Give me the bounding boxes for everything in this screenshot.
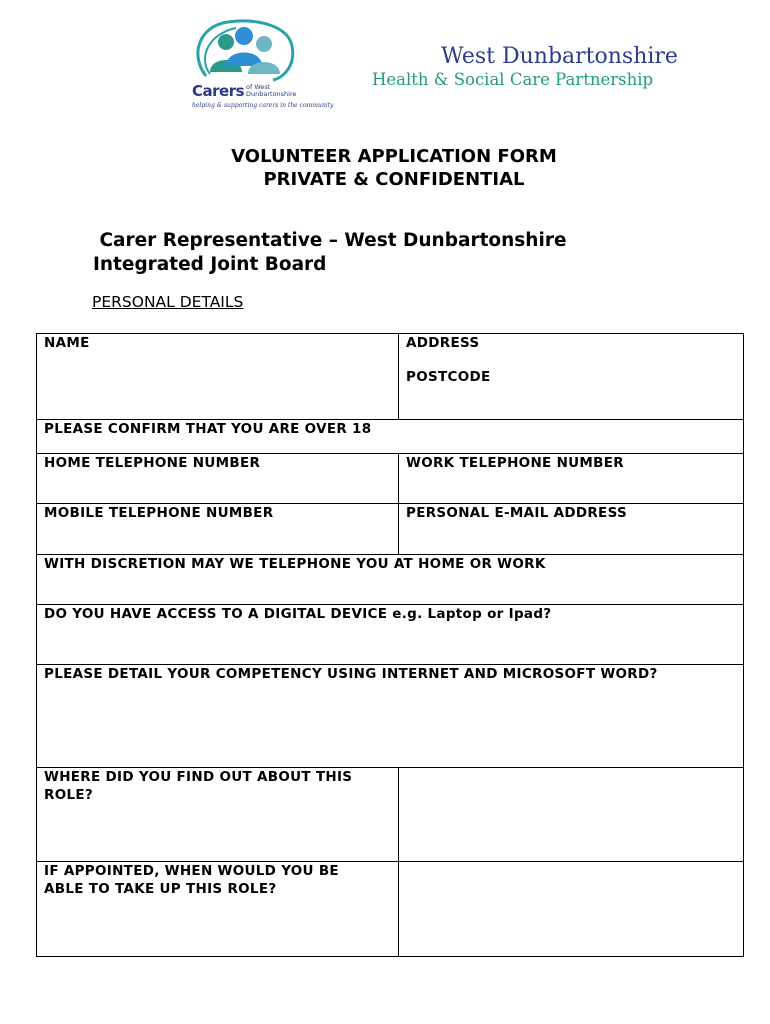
competency-label: PLEASE DETAIL YOUR COMPETENCY USING INTERNET AND MICROSOFT WORD? (44, 666, 658, 682)
form-subtitle: PRIVATE & CONFIDENTIAL (263, 169, 525, 190)
name-label: NAME (44, 335, 90, 351)
role-line-2: Integrated Joint Board (93, 254, 327, 275)
form-title: VOLUNTEER APPLICATION FORM (231, 146, 557, 167)
email-label: PERSONAL E-MAIL ADDRESS (406, 505, 628, 521)
carers-people-icon (188, 16, 300, 86)
over-18-label: PLEASE CONFIRM THAT YOU ARE OVER 18 (44, 421, 372, 437)
section-heading: PERSONAL DETAILS (92, 293, 244, 311)
role-line-1: Carer Representative – West Dunbartonshire (99, 230, 567, 251)
discretion-label: WITH DISCRETION MAY WE TELEPHONE YOU AT HOME OR WORK (44, 556, 546, 572)
appointed-label: IF APPOINTED, WHEN WOULD YOU BE ABLE TO TAKE UP THIS ROLE? (44, 863, 339, 897)
role-title (93, 229, 567, 277)
mobile-telephone-label: MOBILE TELEPHONE NUMBER (44, 505, 274, 521)
col-divider (398, 453, 399, 554)
col-divider (398, 767, 399, 956)
postcode-label: POSTCODE (406, 369, 491, 385)
partnership-title: West Dunbartonshire (441, 44, 678, 69)
carers-wordmark: Carers (192, 82, 245, 100)
carers-logo (188, 16, 334, 114)
carers-of-west: of West Dunbartonshire (246, 83, 297, 98)
col-divider (398, 333, 399, 419)
carers-tagline: helping & supporting carers in the community (192, 102, 334, 109)
home-telephone-label: HOME TELEPHONE NUMBER (44, 455, 261, 471)
find-out-label: WHERE DID YOU FIND OUT ABOUT THIS ROLE? (44, 769, 353, 803)
work-telephone-label: WORK TELEPHONE NUMBER (406, 455, 624, 471)
address-label: ADDRESS (406, 335, 480, 351)
digital-device-label: DO YOU HAVE ACCESS TO A DIGITAL DEVICE e.g. Laptop or Ipad? (44, 606, 552, 622)
partnership-subtitle: Health & Social Care Partnership (372, 70, 654, 89)
